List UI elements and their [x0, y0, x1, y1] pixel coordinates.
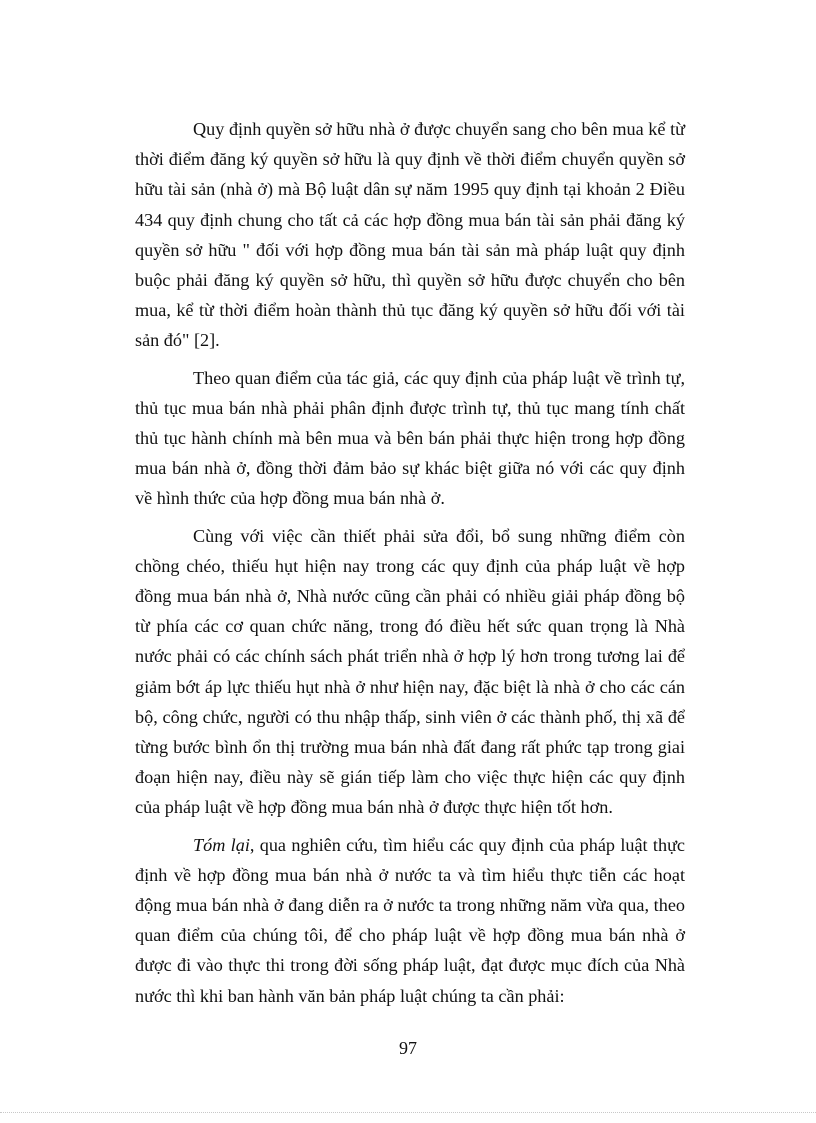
page-number: 97 [399, 1038, 417, 1058]
paragraph-1-text: Quy định quyền sở hữu nhà ở được chuyển sang cho bên mua kể từ thời điểm đăng ký quyền sở hữu là quy định về thời điểm chuyển quyền sở hữu tài sản (nhà ở) mà Bộ luật dân sự năm 1995 quy định tại khoản 2 Điều 434 quy định chung cho tất cả các hợp đồng mua bán tài sản phải đăng ký quyền sở hữu " đối với hợp đồng mua bán tài sản mà pháp luật quy định buộc phải đăng ký quyền sở hữu, thì quyền sở hữu được chuyển cho bên mua, kể từ thời điểm hoàn thành thủ tục đăng ký quyền sở hữu đối với tài sản đó" [2]. [135, 119, 685, 351]
paragraph-1 [135, 114, 685, 356]
paragraph-3 [135, 521, 685, 823]
paragraph-2-text: Theo quan điểm của tác giả, các quy định của pháp luật về trình tự, thủ tục mua bán nhà phải phân định được trình tự, thủ tục mang tính chất thủ tục hành chính mà bên mua và bên bán phải thực hiện trong hợp đồng mua bán nhà ở, đồng thời đảm bảo sự khác biệt giữa nó với các quy định về hình thức của hợp đồng mua bán nhà ở. [135, 367, 685, 509]
paragraph-3-text: Cùng với việc cần thiết phải sửa đổi, bổ sung những điểm còn chồng chéo, thiếu hụt hiện nay trong các quy định của pháp luật về hợp đồng mua bán nhà ở, Nhà nước cũng cần phải có nhiều giải pháp đồng bộ từ phía các cơ quan chức năng, trong đó điều hết sức quan trọng là Nhà nước phải có các chính sách phát triển nhà ở hợp lý hơn trong tương lai để giảm bớt áp lực thiếu hụt nhà ở như hiện nay, đặc biệt là nhà ở cho các cán bộ, công chức, người có thu nhập thấp, sinh viên ở các thành phố, thị xã để từng bước bình ổn thị trường mua bán nhà đất đang rất phức tạp trong giai đoạn hiện nay, điều này sẽ gián tiếp làm cho việc thực hiện các quy định của pháp luật về hợp đồng mua bán nhà ở được thực hiện tốt hơn. [135, 525, 685, 818]
paragraph-4-italic-lead: Tóm lại [193, 834, 250, 855]
paragraph-2 [135, 363, 685, 514]
page-bottom-divider [0, 1112, 816, 1113]
paragraph-4 [135, 830, 685, 1011]
body-text [135, 114, 685, 1018]
paragraph-4-text: , qua nghiên cứu, tìm hiểu các quy định của pháp luật thực định về hợp đồng mua bán nhà ở nước ta và tìm hiểu thực tiễn các hoạt động mua bán nhà ở đang diễn ra ở nước ta trong những năm vừa qua, theo quan điểm của chúng tôi, để cho pháp luật về hợp đồng mua bán nhà ở được đi vào thực thi trong đời sống pháp luật, đạt được mục đích của Nhà nước thì khi ban hành văn bản pháp luật chúng ta cần phải: [135, 834, 686, 1006]
